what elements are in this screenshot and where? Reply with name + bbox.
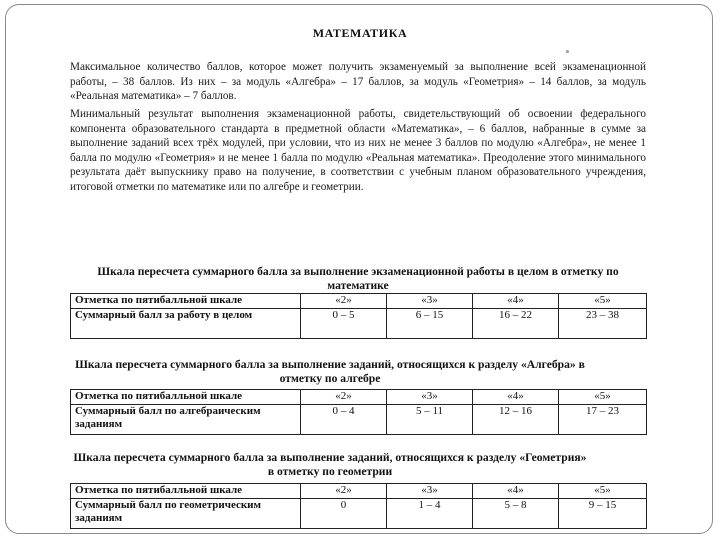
value-cell: 6 – 15: [387, 309, 473, 339]
paragraph-max-score: Максимальное количество баллов, которое может получить экзаменуемый за выполнение всей экзаменационной работы, – 38 баллов. Из них – за модуль «Алгебра» – 17 баллов, за модуль «Геометрия» – 14 баллов, за модуль «Реальная математика» – 7 баллов.: [70, 61, 646, 103]
header-cell: «3»: [387, 294, 473, 309]
table-header-row: [71, 294, 647, 309]
header-cell: «2»: [301, 294, 387, 309]
header-cell: «5»: [559, 390, 647, 405]
header-cell: «2»: [301, 390, 387, 405]
header-cell: Отметка по пятибалльной шкале: [71, 390, 301, 405]
header-cell: Отметка по пятибалльной шкале: [71, 484, 301, 499]
header-cell: «2»: [301, 484, 387, 499]
table-header-row: [71, 484, 647, 499]
value-cell: 1 – 4: [387, 499, 473, 529]
header-cell: Отметка по пятибалльной шкале: [71, 294, 301, 309]
table-row: [71, 405, 647, 435]
value-cell: 16 – 22: [473, 309, 559, 339]
scale-title-overall: Шкала пересчета суммарного балла за выполнение экзаменационной работы в целом в отметку по математике: [97, 265, 619, 292]
value-cell: 5 – 11: [387, 405, 473, 435]
row-label-cell: Суммарный балл за работу в целом: [71, 309, 301, 339]
value-cell: 0 – 4: [301, 405, 387, 435]
scale-title-algebra: Шкала пересчета суммарного балла за выполнение заданий, относящихся к разделу «Алгебра» в отметку по алгебре: [75, 358, 585, 385]
header-cell: «4»: [473, 484, 559, 499]
table-row: [71, 499, 647, 529]
header-cell: «4»: [473, 390, 559, 405]
table-row: [71, 309, 647, 339]
scale-table-algebra: [70, 389, 647, 435]
value-cell: 23 – 38: [559, 309, 647, 339]
header-cell: «3»: [387, 484, 473, 499]
paragraph-min-score: Минимальный результат выполнения экзаменационной работы, свидетельствующий об освоении федерального компонента образовательного стандарта в предметной области «Математика», – 6 баллов, набранные в сумме за выполнение заданий всех трёх модулей, при условии, что из них не менее 3 баллов по модулю «Алгебра», не менее 1 балла по модулю «Геометрия» и не менее 1 балла по модулю «Реальная математика». Преодоление этого минимального результата даёт выпускнику право на получение, в соответствии с учебным планом образовательного учреждения, итоговой отметки по математике или по алгебре и геометрии.: [70, 108, 646, 193]
header-cell: «4»: [473, 294, 559, 309]
table-header-row: [71, 390, 647, 405]
scale-table-geometry: [70, 483, 647, 529]
value-cell: 12 – 16: [473, 405, 559, 435]
header-cell: «5»: [559, 294, 647, 309]
value-cell: 0 – 5: [301, 309, 387, 339]
row-label-cell: Суммарный балл по геометрическим заданиям: [71, 499, 301, 529]
value-cell: 9 – 15: [559, 499, 647, 529]
scale-title-geometry: Шкала пересчета суммарного балла за выполнение заданий, относящихся к разделу «Геометрия» в отметку по геометрии: [73, 451, 587, 478]
page-title: МАТЕМАТИКА: [312, 26, 408, 40]
row-label-cell: Суммарный балл по алгебраическим заданиям: [71, 405, 301, 435]
header-cell: «5»: [559, 484, 647, 499]
value-cell: 5 – 8: [473, 499, 559, 529]
value-cell: 17 – 23: [559, 405, 647, 435]
value-cell: 0: [301, 499, 387, 529]
header-cell: «3»: [387, 390, 473, 405]
scale-table-overall: [70, 293, 647, 339]
scan-speck: [566, 50, 569, 53]
